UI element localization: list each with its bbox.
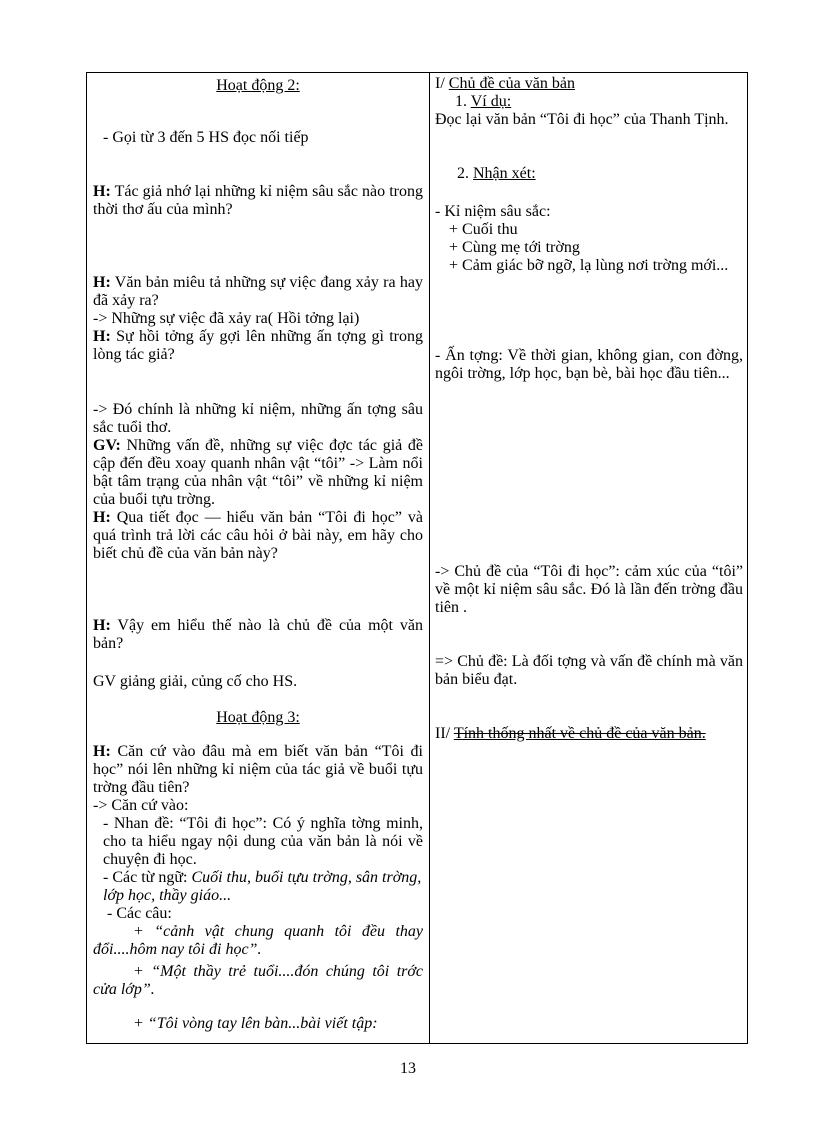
- left-column: [93, 73, 423, 1043]
- page-number: 13: [400, 1060, 416, 1077]
- question-6: H: Căn cứ vào đâu mà em biết văn bản “Tôi đi học” nói lên những kỉ niệm của tác giả về buổi tựu trờng đầu tiên?: [93, 743, 423, 796]
- theme-statement: -> Chủ đề của “Tôi đi học”: cảm xúc của “tôi” về một kỉ niệm sâu sắc. Đó là lần đến trờng đầu tiên .: [435, 563, 743, 616]
- memory-heading: - Kỉ niệm sâu sắc:: [435, 203, 551, 220]
- example-text: Đọc lại văn bản “Tôi đi học” của Thanh Tịnh.: [435, 111, 729, 128]
- answer-2: -> Những sự việc đã xảy ra( Hồi tởng lại): [93, 310, 360, 327]
- memory-item-2: + Cùng mẹ tới trờng: [449, 239, 580, 256]
- section-1-heading: I/ Chủ đề của văn bản: [435, 75, 575, 92]
- answer-6-sentence-1: + “cảnh vật chung quanh tôi đều thay đổi....hôm nay tôi đi học”.: [93, 923, 423, 958]
- column-divider: [429, 73, 430, 1043]
- answer-6-title: - Nhan đề: “Tôi đi học”: Có ý nghĩa tờng minh, cho ta hiểu ngay nội dung của văn bản là nói về chuyện đi học.: [103, 815, 423, 868]
- answer-6-intro: -> Căn cứ vào:: [93, 797, 189, 814]
- answer-3: -> Đó chính là những kỉ niệm, những ấn tợng sâu sắc tuổi thơ.: [93, 401, 423, 436]
- answer-6-sentence-2: + “Một thầy trẻ tuổi....đón chúng tôi trớc cửa lớp”.: [93, 963, 423, 998]
- section-2-heading: II/ Tính thống nhất về chủ đề của văn bản.: [435, 725, 706, 742]
- teacher-note: GV: Những vấn đề, những sự việc đợc tác giả đề cập đến đều xoay quanh nhân vật “tôi” -> Làm nổi bật tâm trạng của nhân vật “tôi” về những kỉ niệm của buổi tựu trờng.: [93, 437, 423, 508]
- memory-item-1: + Cuối thu: [449, 221, 518, 238]
- remark-heading: 2. Nhận xét:: [457, 165, 536, 182]
- memory-item-3: + Cảm giác bỡ ngỡ, lạ lùng nơi trờng mới...: [449, 257, 729, 274]
- example-heading: 1. Ví dụ:: [455, 93, 512, 110]
- lesson-table: [86, 72, 748, 1044]
- question-2: H: Văn bản miêu tả những sự việc đang xảy ra hay đã xảy ra?: [93, 274, 423, 309]
- answer-6-sentence-3: + “Tôi vòng tay lên bàn...bài viết tập:: [133, 1015, 378, 1032]
- answer-6-sentences-label: - Các câu:: [107, 905, 172, 922]
- activity-2-heading: Hoạt động 2:: [216, 77, 300, 94]
- question-3: H: Sự hồi tởng ấy gợi lên những ấn tợng gì trong lòng tác giả?: [93, 328, 423, 363]
- answer-6-words: - Các từ ngữ: Cuối thu, buổi tựu trờng, sân trờng, lớp học, thầy giáo...: [103, 869, 422, 904]
- impression: - Ấn tợng: Về thời gian, không gian, con đờng, ngôi trờng, lớp học, bạn bè, bài học đầu tiên...: [435, 347, 743, 382]
- question-4: H: Qua tiết đọc — hiểu văn bản “Tôi đi học” và quá trình trả lời các câu hỏi ở bài này, em hãy cho biết chủ đề của văn bản này?: [93, 509, 423, 562]
- question-5: H: Vậy em hiểu thế nào là chủ đề của một văn bản?: [93, 617, 423, 652]
- activity-3-heading: Hoạt động 3:: [216, 709, 300, 726]
- theme-definition: => Chủ đề: Là đối tợng và vấn đề chính mà văn bản biểu đạt.: [435, 653, 743, 688]
- question-1: H: Tác giả nhớ lại những kỉ niệm sâu sắc nào trong thời thơ ấu của mình?: [93, 183, 423, 218]
- right-column: [435, 73, 743, 1043]
- read-instruction: - Gọi từ 3 đến 5 HS đọc nối tiếp: [103, 129, 309, 146]
- teacher-explanation: GV giảng giải, củng cố cho HS.: [93, 673, 298, 690]
